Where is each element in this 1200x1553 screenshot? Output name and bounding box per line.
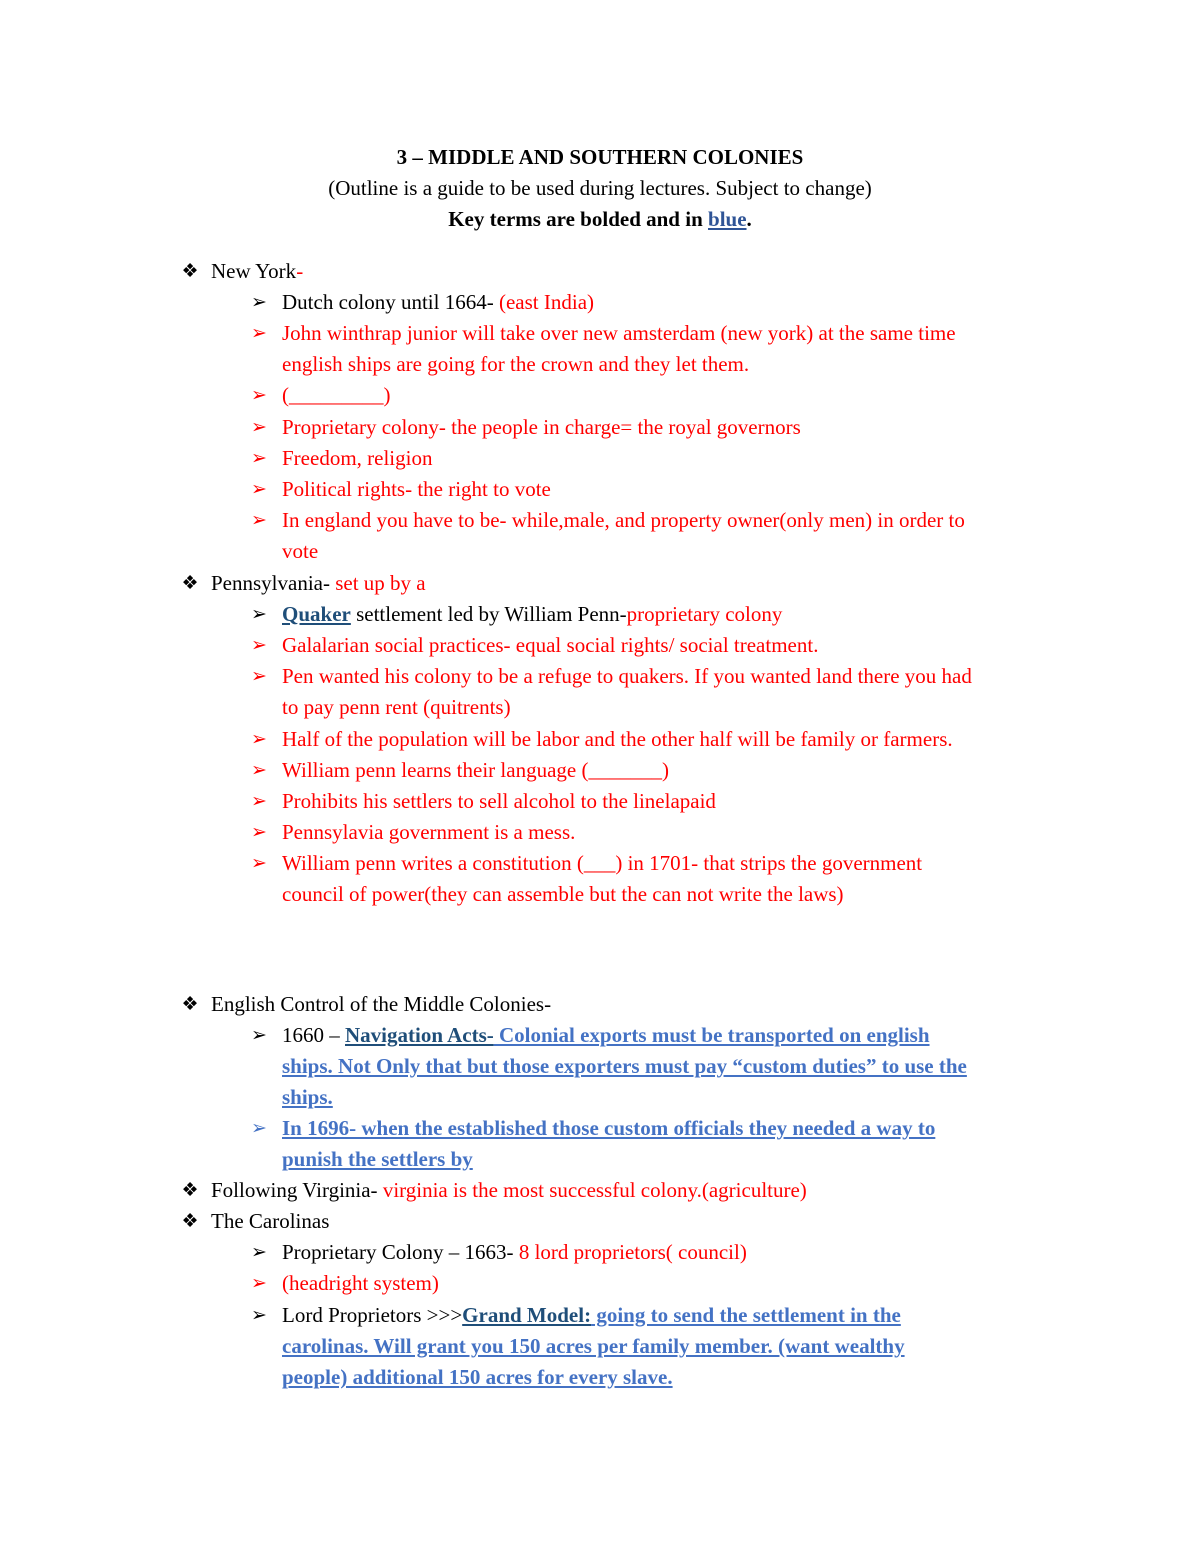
list-item <box>282 1020 930 1051</box>
list-item <box>282 1300 901 1331</box>
diamond-bullet-icon: ❖ <box>181 994 199 1015</box>
list-item-continued: ships. <box>282 1085 333 1109</box>
arrow-bullet-icon: ➢ <box>251 791 267 812</box>
list-item-continued: carolinas. Will grant you 150 acres per family member. (want wealthy <box>282 1334 905 1358</box>
new-york-label: New York <box>211 259 297 283</box>
list-item: Galalarian social practices- equal social rights/ social treatment. <box>282 633 819 657</box>
section-english-control: English Control of the Middle Colonies- <box>211 992 552 1016</box>
item-text: 1660 – <box>282 1023 345 1047</box>
key-term-navigation-acts: Navigation Acts- <box>345 1023 494 1047</box>
item-text: Lord Proprietors >>> <box>282 1303 463 1327</box>
list-item: Freedom, religion <box>282 446 433 470</box>
item-text: Proprietary Colony – 1663- <box>282 1240 519 1264</box>
list-item: Political rights- the right to vote <box>282 477 551 501</box>
page-subtitle: (Outline is a guide to be used during lectures. Subject to change) <box>328 176 872 200</box>
key-term-grand-model: Grand Model: <box>462 1303 592 1327</box>
pennsylvania-label: Pennsylvania- <box>211 571 336 595</box>
key-terms-prefix: Key terms are bolded and in <box>448 207 709 231</box>
section-carolinas: The Carolinas <box>211 1209 330 1233</box>
list-item: (_________) <box>282 383 391 407</box>
diamond-bullet-icon: ❖ <box>181 573 199 594</box>
arrow-bullet-icon: ➢ <box>251 510 267 531</box>
list-item <box>282 599 782 630</box>
list-item: Pen wanted his colony to be a refuge to quakers. If you wanted land there you had <box>282 664 972 688</box>
list-item-continued: people) additional 150 acres for every slave. <box>282 1365 673 1389</box>
item-note: Colonial exports must be transported on english <box>493 1023 930 1047</box>
list-item-continued: to pay penn rent (quitrents) <box>282 695 511 719</box>
page-title: 3 – MIDDLE AND SOUTHERN COLONIES <box>396 145 804 169</box>
arrow-bullet-icon: ➢ <box>251 479 267 500</box>
list-item: Prohibits his settlers to sell alcohol to the linelapaid <box>282 789 716 813</box>
section-pennsylvania <box>211 568 426 599</box>
list-item: William penn learns their language (_______) <box>282 758 669 782</box>
list-item: Proprietary colony- the people in charge= the royal governors <box>282 415 801 439</box>
list-item: John winthrap junior will take over new amsterdam (new york) at the same time <box>282 321 956 345</box>
arrow-bullet-icon: ➢ <box>251 760 267 781</box>
key-term-quaker: Quaker <box>282 602 351 626</box>
list-item: Half of the population will be labor and the other half will be family or farmers. <box>282 727 953 751</box>
diamond-bullet-icon: ❖ <box>181 1211 199 1232</box>
list-item: William penn writes a constitution (___) in 1701- that strips the government <box>282 851 923 875</box>
arrow-bullet-icon: ➢ <box>251 292 267 313</box>
arrow-bullet-icon: ➢ <box>251 853 267 874</box>
section-following-virginia <box>211 1175 807 1206</box>
arrow-bullet-icon: ➢ <box>251 666 267 687</box>
new-york-dash: - <box>296 259 304 283</box>
item-note: (east India) <box>498 290 595 314</box>
list-item: In england you have to be- while,male, and property owner(only men) in order to <box>282 508 965 532</box>
arrow-bullet-icon: ➢ <box>251 1242 267 1263</box>
key-terms-note <box>0 204 1200 235</box>
arrow-bullet-icon: ➢ <box>251 604 267 625</box>
item-text: settlement led by William Penn- <box>350 602 627 626</box>
virginia-label: Following Virginia- <box>211 1178 383 1202</box>
list-item-continued: ships. Not Only that but those exporters must pay “custom duties” to use the <box>282 1054 967 1078</box>
arrow-bullet-icon: ➢ <box>251 323 267 344</box>
list-item-continued: vote <box>282 539 319 563</box>
item-note: going to send the settlement in the <box>591 1303 901 1327</box>
key-terms-suffix: . <box>746 207 752 231</box>
arrow-bullet-icon: ➢ <box>251 1305 267 1326</box>
diamond-bullet-icon: ❖ <box>181 261 199 282</box>
section-new-york <box>211 256 303 287</box>
item-note: proprietary colony <box>626 602 783 626</box>
pennsylvania-note: set up by a <box>335 571 426 595</box>
virginia-note: virginia is the most successful colony.(agriculture) <box>382 1178 807 1202</box>
arrow-bullet-icon: ➢ <box>251 448 267 469</box>
list-item <box>282 1237 747 1268</box>
item-text: Dutch colony until 1664- <box>282 290 499 314</box>
arrow-bullet-icon: ➢ <box>251 822 267 843</box>
list-item: (headright system) <box>282 1271 439 1295</box>
arrow-bullet-icon: ➢ <box>251 1273 267 1294</box>
list-item <box>282 287 594 318</box>
arrow-bullet-icon: ➢ <box>251 1025 267 1046</box>
arrow-bullet-icon: ➢ <box>251 635 267 656</box>
key-terms-blue-word: blue <box>708 207 747 231</box>
list-item-continued: council of power(they can assemble but the can not write the laws) <box>282 882 844 906</box>
diamond-bullet-icon: ❖ <box>181 1180 199 1201</box>
list-item: Pennsylavia government is a mess. <box>282 820 576 844</box>
arrow-bullet-icon: ➢ <box>251 417 267 438</box>
arrow-bullet-icon: ➢ <box>251 729 267 750</box>
item-note: 8 lord proprietors( council) <box>518 1240 747 1264</box>
list-item-continued: punish the settlers by <box>282 1147 473 1171</box>
list-item-continued: english ships are going for the crown and they let them. <box>282 352 750 376</box>
list-item: In 1696- when the established those custom officials they needed a way to <box>282 1116 936 1140</box>
arrow-bullet-icon: ➢ <box>251 385 267 406</box>
arrow-bullet-icon: ➢ <box>251 1118 267 1139</box>
